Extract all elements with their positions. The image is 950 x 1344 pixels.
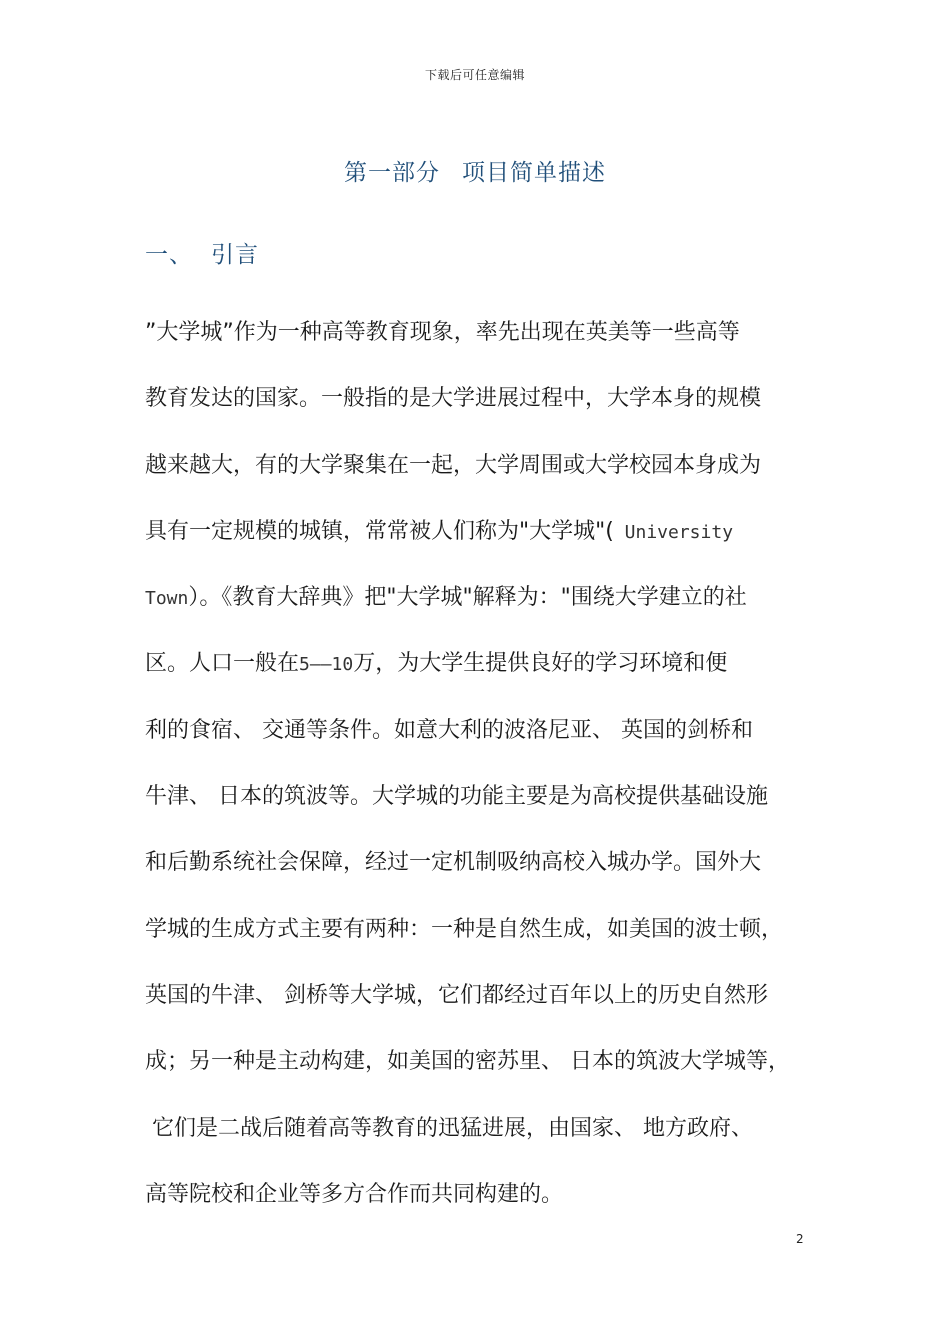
page-number: 2 — [796, 1232, 804, 1246]
paragraph-line-text: 区。人口一般在 — [145, 651, 300, 677]
paragraph-line-text: 具有一定规模的城镇，常常被人们称为"大学城"( — [145, 518, 614, 544]
part-title — [0, 154, 950, 187]
paragraph-number-text: 5——10 — [299, 654, 354, 676]
paragraph-line: 越来越大，有的大学聚集在一起，大学周围或大学校园本身成为 — [145, 452, 762, 478]
paragraph-line-text: ）。《教育大辞典》把"大学城"解释为："围绕大学建立的社 — [188, 585, 747, 611]
paragraph-line: 和后勤系统社会保障，经过一定机制吸纳高校入城办学。国外大 — [145, 850, 762, 876]
section-heading — [145, 236, 259, 269]
section-title: 引言 — [211, 242, 259, 268]
paragraph-line — [145, 641, 815, 707]
paragraph-line: 教育发达的国家。一般指的是大学进展过程中，大学本身的规模 — [145, 386, 762, 412]
paragraph-line — [145, 575, 815, 641]
paragraph-line — [145, 509, 815, 575]
paragraph-line: 它们是二战后随着高等教育的迅猛进展，由国家、 地方政府、 — [145, 1115, 753, 1141]
paragraph-line: 成；另一种是主动构建，如美国的密苏里、 日本的筑波大学城等， — [145, 1049, 790, 1075]
paragraph-line: 学城的生成方式主要有两种：一种是自然生成，如美国的波士顿， — [145, 916, 784, 942]
section-number: 一、 — [145, 242, 193, 268]
paragraph-line: 英国的牛津、 剑桥等大学城，它们都经过百年以上的历史自然形 — [145, 982, 768, 1008]
paragraph-line-text: 万，为大学生提供良好的学习环境和便 — [353, 651, 728, 677]
part-label: 第一部分 — [344, 160, 440, 186]
paragraph-latin-text: University — [613, 521, 734, 543]
paragraph-line: ”大学城”作为一种高等教育现象，率先出现在英美等一些高等 — [145, 320, 740, 345]
paragraph-latin-text: Town — [145, 588, 189, 610]
page-header: 下载后可任意编辑 — [424, 68, 525, 82]
paragraph-line: 高等院校和企业等多方合作而共同构建的。 — [145, 1181, 564, 1207]
paragraph-line: 牛津、 日本的筑波等。大学城的功能主要是为高校提供基础设施 — [145, 784, 768, 810]
body-paragraph — [145, 310, 815, 1238]
paragraph-line: 利的食宿、 交通等条件。如意大利的波洛尼亚、 英国的剑桥和 — [145, 717, 753, 743]
part-title-text: 项目简单描述 — [462, 160, 606, 186]
